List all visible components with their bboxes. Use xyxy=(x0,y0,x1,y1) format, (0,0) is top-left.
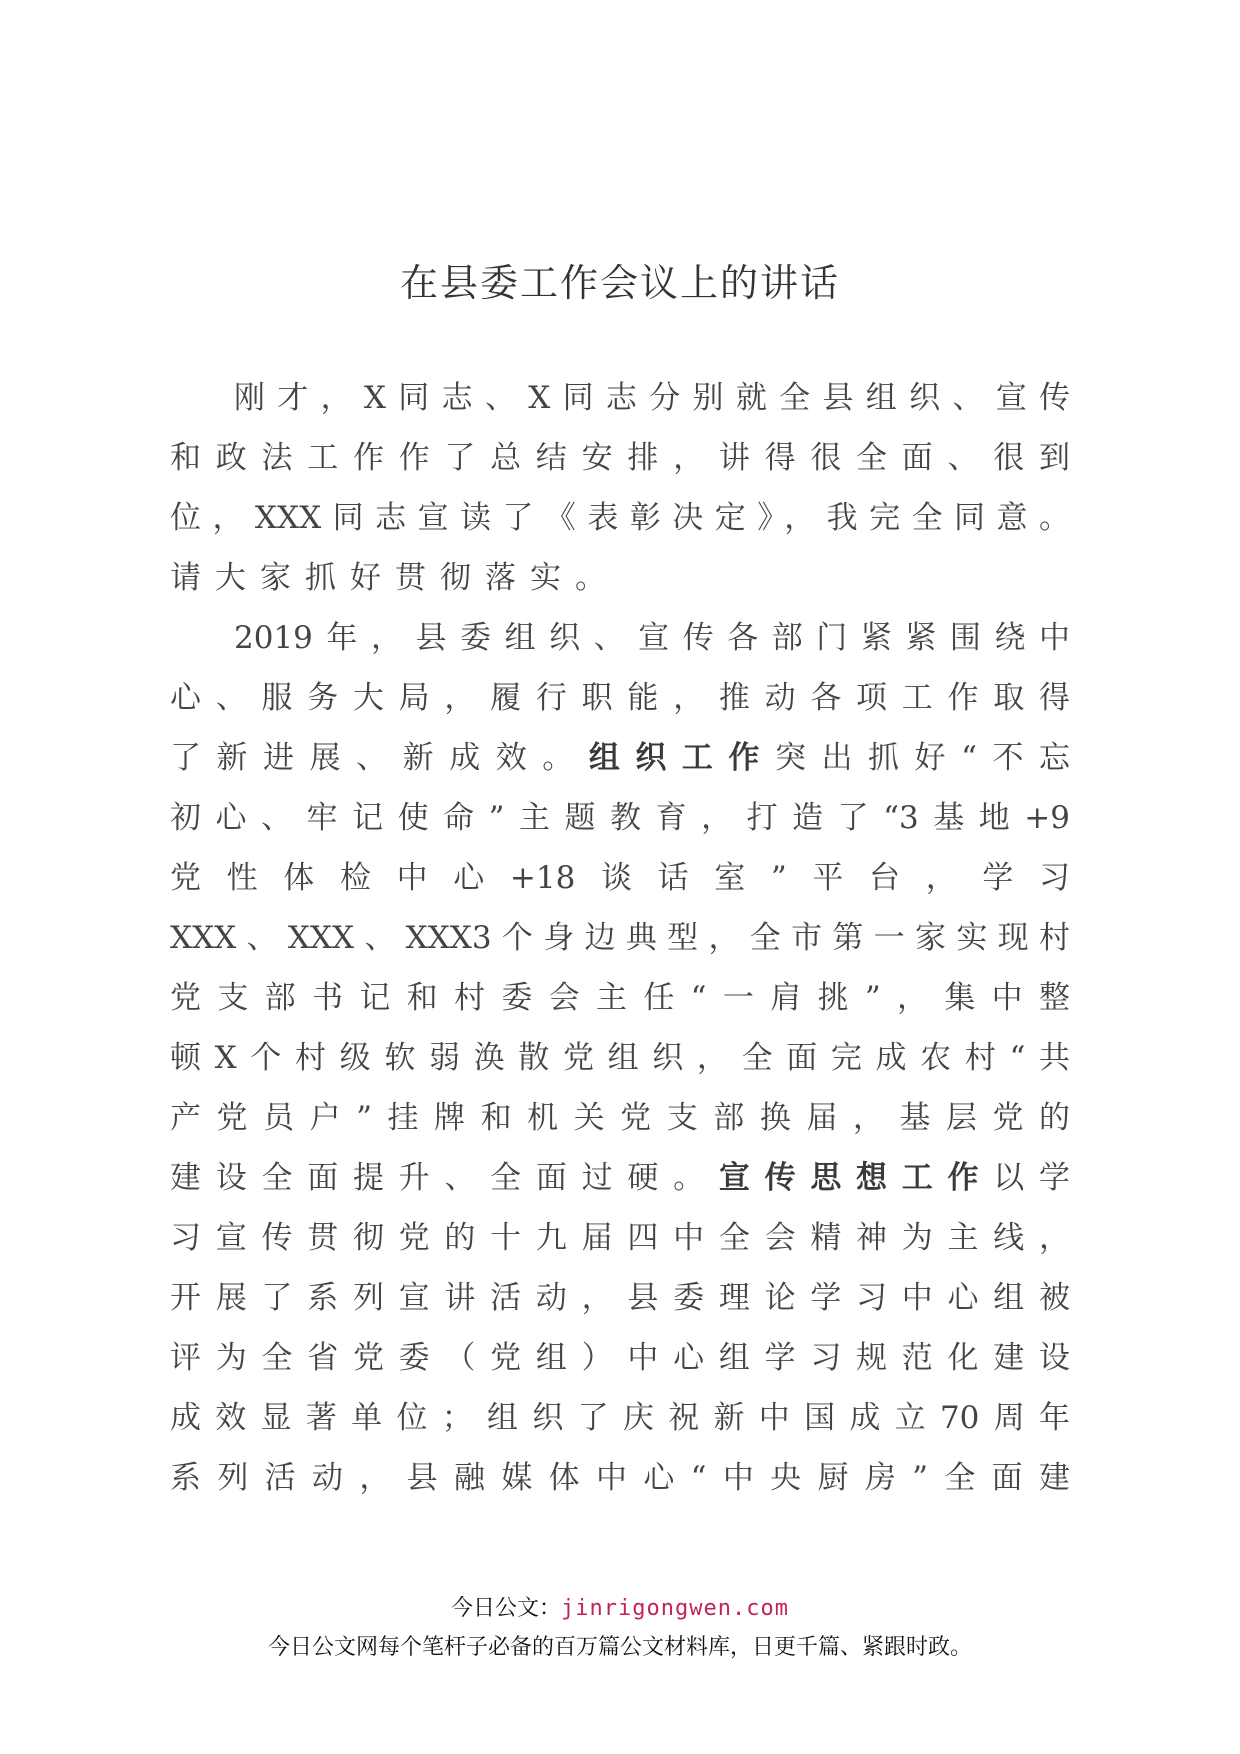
text-line: 顿X个村级软弱涣散党组织，全面完成农村“共 xyxy=(170,1040,1070,1076)
footer-site-link[interactable]: jinrigongwen.com xyxy=(561,1596,789,1621)
text-line: 产党员户”挂牌和机关党支部换届，基层党的 xyxy=(170,1100,1070,1136)
text-line: 成效显著单位；组织了庆祝新中国成立70周年 xyxy=(170,1400,1070,1436)
text-segment: 建设全面提升、全面过硬。 xyxy=(170,1160,719,1196)
text-line: 习宣传贯彻党的十九届四中全会精神为主线， xyxy=(170,1220,1070,1256)
text-line: 位，XXX同志宣读了《表彰决定》，我完全同意。 xyxy=(170,500,1070,536)
text-line: 开展了系列宣讲活动，县委理论学习中心组被 xyxy=(170,1280,1070,1316)
text-segment: 突出抓好“不忘 xyxy=(774,740,1071,776)
text-line: 评为全省党委（党组）中心组学习规范化建设 xyxy=(170,1340,1070,1376)
footer-slogan: 今日公文网每个笔杆子必备的百万篇公文材料库，日更千篇、紧跟时政。 xyxy=(267,1635,972,1660)
document-title: 在县委工作会议上的讲话 xyxy=(399,261,840,305)
text-line: 党性体检中心+18谈话室”平台，学习 xyxy=(170,860,1070,896)
footer-site-label: 今日公文： xyxy=(451,1596,562,1621)
text-line: 心、服务大局，履行职能，推动各项工作取得 xyxy=(170,680,1070,716)
text-line xyxy=(170,728,1070,788)
text-line xyxy=(170,1148,1070,1208)
document-body xyxy=(170,368,1070,1508)
text-segment: 以学 xyxy=(993,1160,1071,1196)
text-line: 初心、牢记使命”主题教育，打造了“3基地+9 xyxy=(170,800,1070,836)
text-line: 请大家抓好贯彻落实。 xyxy=(170,560,620,596)
text-line: 2019年，县委组织、宣传各部门紧紧围绕中 xyxy=(234,620,1070,656)
bold-term-propaganda: 宣传思想工作 xyxy=(718,1160,994,1196)
footer-site xyxy=(0,1591,1240,1622)
text-line: XXX、XXX、XXX3个身边典型，全市第一家实现村 xyxy=(170,920,1070,956)
text-line: 和政法工作作了总结安排，讲得很全面、很到 xyxy=(170,440,1070,476)
text-line: 刚才，X同志、X同志分别就全县组织、宣传 xyxy=(234,380,1070,416)
text-line: 系列活动，县融媒体中心“中央厨房”全面建 xyxy=(170,1460,1070,1496)
text-segment: 了新进展、新成效。 xyxy=(170,740,589,776)
bold-term-organization: 组织工作 xyxy=(588,740,775,776)
text-line: 党支部书记和村委会主任“一肩挑”，集中整 xyxy=(170,980,1070,1016)
